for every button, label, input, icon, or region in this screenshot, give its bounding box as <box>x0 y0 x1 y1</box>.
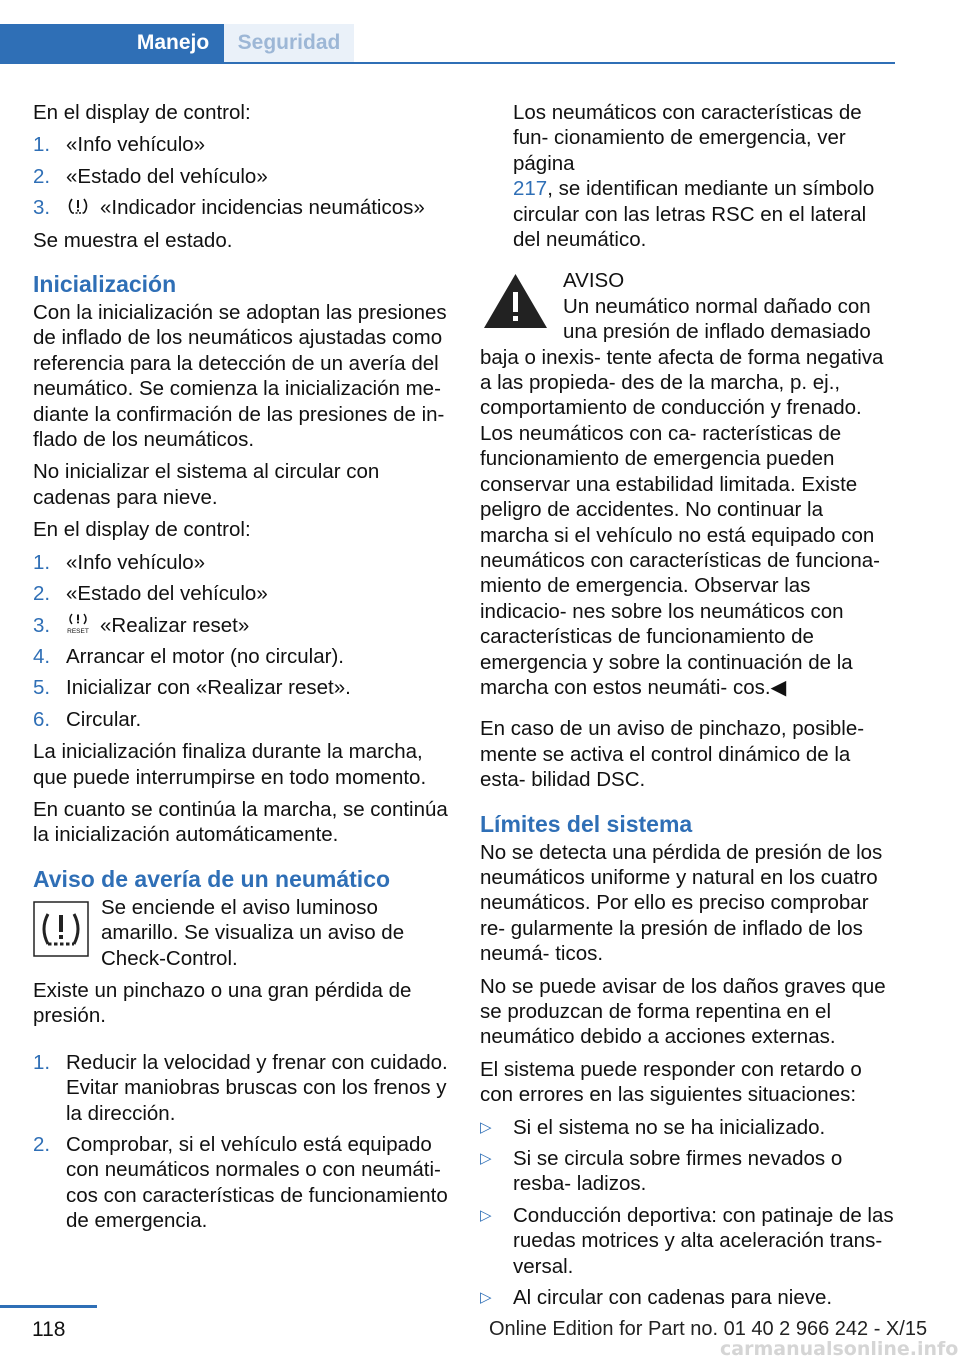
aviso-warning-block <box>480 268 895 700</box>
list-item <box>480 1115 895 1140</box>
status-steps-list <box>33 132 448 220</box>
tab-seguridad[interactable]: Seguridad <box>224 24 354 62</box>
dsc-paragraph: En caso de un aviso de pinchazo, posible‐ mente se activa el control dinámico de la esta‐ bilidad DSC. <box>480 717 865 792</box>
step-number: 3. <box>33 613 51 637</box>
intro-text: En el display de control: <box>33 101 251 124</box>
step-text: Comprobar, si el vehículo está equipado con neumáticos normales o con neumáti‐ cos con características de funcionamiento de emergencia. <box>66 1133 448 1233</box>
list-item <box>33 1132 448 1234</box>
rsc-text-a: Los neumáticos con características de fun‐ cionamiento de emergencia, ver página <box>513 101 862 175</box>
bullet-text: Si se circula sobre firmes nevados o resba‐ ladizos. <box>513 1147 843 1196</box>
page-link-217[interactable]: 217 <box>513 177 548 201</box>
list-item <box>33 1050 448 1126</box>
step-text: «Indicador incidencias neumáticos» <box>100 196 425 220</box>
init-steps-list <box>33 550 448 732</box>
bullet-text: Conducción deportiva: con patinaje de las ruedas motrices y alta aceleración trans‐ versal. <box>513 1203 894 1278</box>
bullet-text: Al circular con cadenas para nieve. <box>513 1286 833 1310</box>
heading-aviso-averia: Aviso de avería de un neumático <box>33 865 391 892</box>
limits-paragraph-3: El sistema puede responder con retardo o con errores en las siguientes situaciones: <box>480 1057 862 1107</box>
heading-inicializacion: Inicialización <box>33 271 177 298</box>
bullet-triangle-icon: ▷ <box>480 1289 492 1307</box>
rsc-paragraph <box>480 100 895 252</box>
rsc-text-b: , se identifican mediante un símbolo circular con las letras RSC en el lateral del neumático. <box>513 177 875 252</box>
page-header <box>0 24 895 64</box>
init-paragraph-2: No inicializar el sistema al circular con cadenas para nieve. <box>33 460 380 509</box>
bullet-text: Si el sistema no se ha inicializado. <box>513 1115 826 1139</box>
step-text: Reducir la velocidad y frenar con cuidado. Evitar maniobras bruscas con los frenos y la dirección. <box>66 1050 448 1125</box>
step-text: «Estado del vehículo» <box>66 164 268 188</box>
tire-pressure-icon <box>66 197 90 217</box>
aviso-paragraph-2: Existe un pinchazo o una gran pérdida de presión. <box>33 978 412 1028</box>
warning-title: AVISO <box>563 269 625 293</box>
init-paragraph-5: En cuanto se continúa la marcha, se continúa la inicialización automáticamente. <box>33 797 448 847</box>
bullet-triangle-icon: ▷ <box>480 1206 492 1224</box>
reset-icon-label: RESET <box>67 627 89 635</box>
watermark: carmanualsonline.info <box>720 1338 959 1360</box>
list-item <box>33 644 448 669</box>
limits-paragraph-1: No se detecta una pérdida de presión de los neumáticos uniforme y natural en los cuatro neumáticos. Por ello es preciso comprobar re‐ gularmente la presión de inflado de los neumá‐ ticos. <box>480 840 883 966</box>
list-item <box>33 675 448 700</box>
step-number: 4. <box>33 644 51 668</box>
list-item <box>33 581 448 606</box>
page-number: 118 <box>32 1318 66 1341</box>
step-number: 1. <box>33 550 51 574</box>
heading-limites: Límites del sistema <box>480 810 693 837</box>
step-text: «Info vehículo» <box>66 133 206 157</box>
status-text: Se muestra el estado. <box>33 228 233 252</box>
tire-pressure-warning-icon <box>33 901 89 957</box>
footer-rule <box>0 1305 97 1308</box>
step-text: Inicializar con «Realizar reset». <box>66 676 351 700</box>
step-text: Arrancar el motor (no circular). <box>66 644 344 668</box>
step-number: 3. <box>33 196 51 220</box>
tire-warning-block <box>33 895 448 1036</box>
step-number: 2. <box>33 1133 51 1156</box>
left-column <box>33 100 448 1241</box>
warning-text: Un neumático normal dañado con una presión de inflado demasiado baja o inexis‐ tente afecta de forma negativa a las propieda‐ des de la marcha, p. ej., comportamiento de conducción y frenado. Los neumáticos con ca‐ racterísticas de funcionamiento de emergencia pueden conservar una estabilidad limitada. Existe peligro de accidentes. No continuar la marcha si el vehículo no está equipado con neumáticos con características de funciona‐ miento de emergencia. Observar las indicacio‐ nes sobre los neumáticos con características de funcionamiento de emergencia y sobre la continuación de la marcha con estos neumáti‐ cos.◀ <box>480 294 884 699</box>
footer-edition: Online Edition for Part no. 01 40 2 966 242 - X/15 <box>489 1318 928 1340</box>
init-paragraph-1: Con la inicialización se adoptan las presiones de inflado de los neumáticos ajustadas como referencia para la detección de un avería del neumático. Se comienza la inicialización me‐ diante la confirmación de las presiones de in‐ flado de los neumáticos. <box>33 301 447 452</box>
limits-paragraph-2: No se puede avisar de los daños graves que se produzcan de forma repentina en el neumático debido a acciones externas. <box>480 974 886 1049</box>
tab-manejo[interactable]: Manejo <box>122 24 224 62</box>
aviso-steps-list <box>33 1050 448 1234</box>
init-paragraph-4: La inicialización finaliza durante la marcha, que puede interrumpirse en todo momento. <box>33 740 427 789</box>
aviso-paragraph-1: Se enciende el aviso luminoso amarillo. Se visualiza un aviso de Check-Control. <box>101 895 405 970</box>
step-number: 1. <box>33 133 51 157</box>
step-number: 6. <box>33 707 51 731</box>
header-tab-blank <box>0 24 122 62</box>
list-item <box>33 707 448 732</box>
step-number: 5. <box>33 676 51 700</box>
list-item <box>33 195 448 220</box>
list-item <box>480 1146 895 1197</box>
bullet-triangle-icon: ▷ <box>480 1118 492 1136</box>
init-paragraph-3: En el display de control: <box>33 518 251 542</box>
step-number: 1. <box>33 1050 51 1074</box>
list-item <box>33 613 448 638</box>
step-text: «Realizar reset» <box>100 613 250 637</box>
step-text: Circular. <box>66 707 142 731</box>
step-number: 2. <box>33 582 51 606</box>
list-item <box>480 1285 895 1310</box>
step-number: 2. <box>33 164 51 188</box>
bullet-triangle-icon: ▷ <box>480 1150 492 1168</box>
limits-bullet-list <box>480 1115 895 1311</box>
step-text: «Estado del vehículo» <box>66 582 268 606</box>
tire-reset-icon <box>66 613 90 635</box>
list-item <box>33 132 448 157</box>
step-text: «Info vehículo» <box>66 550 206 574</box>
right-column <box>480 100 895 1317</box>
warning-triangle-icon <box>480 270 551 332</box>
list-item <box>33 164 448 189</box>
list-item <box>33 550 448 575</box>
list-item <box>480 1203 895 1279</box>
